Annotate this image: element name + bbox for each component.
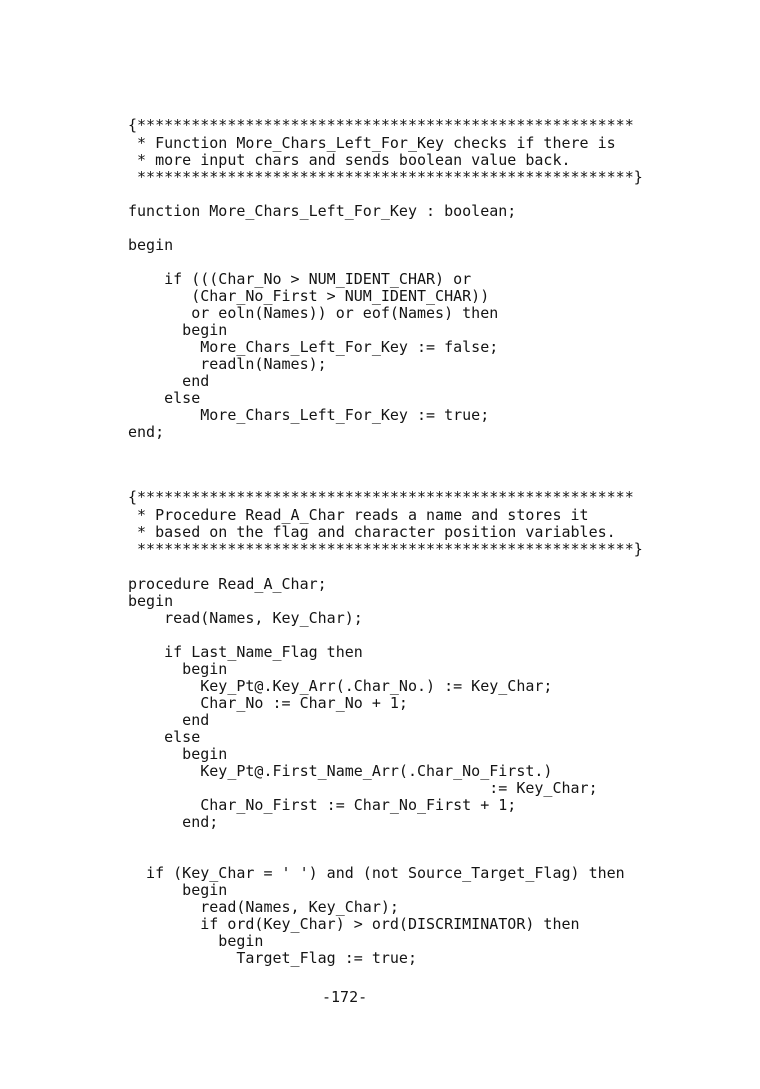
code-line: {******************************************************* <box>128 488 634 506</box>
code-line: else <box>128 389 201 407</box>
code-line: readln(Names); <box>128 355 327 373</box>
page-number: -172- <box>322 988 368 1006</box>
code-line: Key_Pt@.Key_Arr(.Char_No.) := Key_Char; <box>128 677 553 695</box>
code-line: end; <box>128 423 165 441</box>
code-line: More_Chars_Left_For_Key := true; <box>128 406 490 424</box>
code-line: := Key_Char; <box>128 779 598 797</box>
code-line: * based on the flag and character position variables. <box>128 523 616 541</box>
code-line: begin <box>128 236 174 254</box>
code-line: (Char_No_First > NUM_IDENT_CHAR)) <box>128 287 490 305</box>
code-line: if Last_Name_Flag then <box>128 643 363 661</box>
code-line: Char_No_First := Char_No_First + 1; <box>128 796 517 814</box>
code-line: *******************************************************} <box>128 168 643 186</box>
code-line: begin <box>128 932 264 950</box>
code-line: Char_No := Char_No + 1; <box>128 694 408 712</box>
code-line: procedure Read_A_Char; <box>128 575 327 593</box>
code-line: begin <box>128 592 174 610</box>
code-line: end <box>128 711 210 729</box>
code-line: * Procedure Read_A_Char reads a name and stores it <box>128 506 589 524</box>
code-line: if (Key_Char = ' ') and (not Source_Target_Flag) then <box>128 864 625 882</box>
code-line: {******************************************************* <box>128 116 634 134</box>
code-line: begin <box>128 745 228 763</box>
code-line: begin <box>128 660 228 678</box>
code-line: * Function More_Chars_Left_For_Key checks if there is <box>128 134 616 152</box>
code-line: begin <box>128 881 228 899</box>
code-line: Target_Flag := true; <box>128 949 417 967</box>
code-line: end <box>128 372 210 390</box>
code-line: read(Names, Key_Char); <box>128 609 363 627</box>
code-line: if (((Char_No > NUM_IDENT_CHAR) or <box>128 270 472 288</box>
code-line: or eoln(Names)) or eof(Names) then <box>128 304 499 322</box>
code-line: More_Chars_Left_For_Key := false; <box>128 338 499 356</box>
code-line: function More_Chars_Left_For_Key : boolean; <box>128 202 517 220</box>
code-line: Key_Pt@.First_Name_Arr(.Char_No_First.) <box>128 762 553 780</box>
code-line: begin <box>128 321 228 339</box>
code-line: * more input chars and sends boolean value back. <box>128 151 571 169</box>
code-line: *******************************************************} <box>128 540 643 558</box>
code-line: if ord(Key_Char) > ord(DISCRIMINATOR) then <box>128 915 580 933</box>
code-line: else <box>128 728 201 746</box>
code-line: read(Names, Key_Char); <box>128 898 399 916</box>
code-line: end; <box>128 813 219 831</box>
